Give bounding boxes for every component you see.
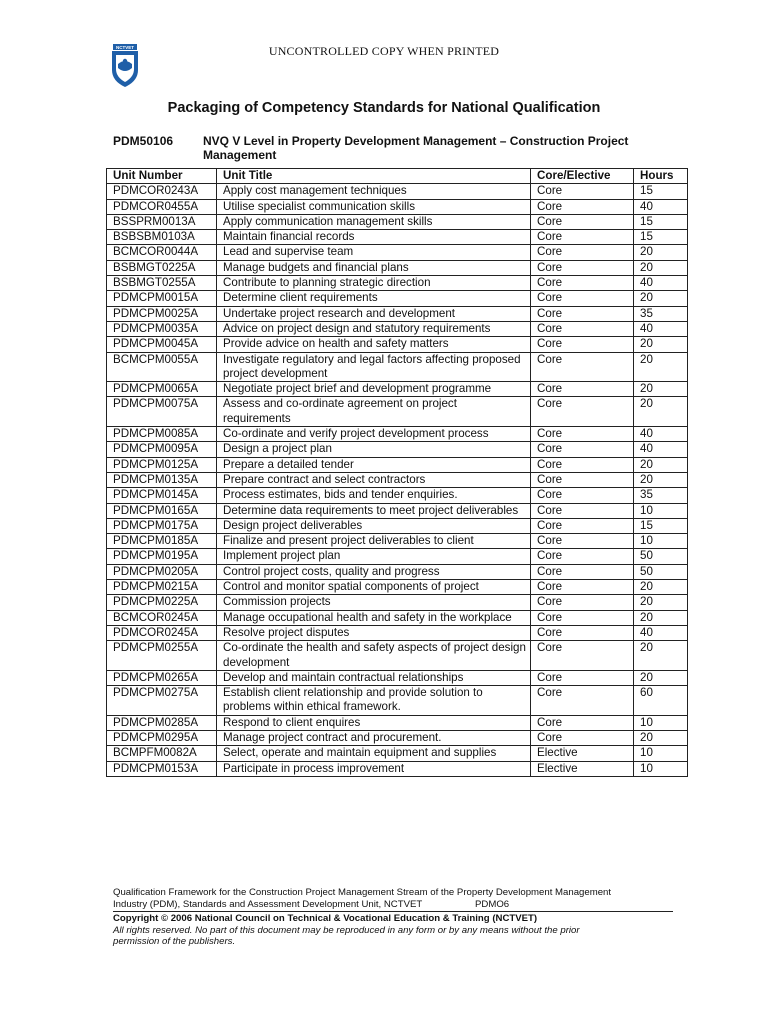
cell-unit-title: Maintain financial records	[217, 230, 531, 245]
cell-hours: 35	[634, 306, 688, 321]
cell-core-elective: Core	[531, 337, 634, 352]
table-row	[107, 427, 688, 442]
header-unit-title: Unit Title	[217, 169, 531, 184]
cell-hours: 40	[634, 442, 688, 457]
cell-unit-title: Utilise specialist communication skills	[217, 199, 531, 214]
table-row	[107, 610, 688, 625]
cell-unit-number: PDMCPM0085A	[107, 427, 217, 442]
cell-core-elective: Core	[531, 503, 634, 518]
table-row	[107, 184, 688, 199]
cell-core-elective: Core	[531, 564, 634, 579]
table-row	[107, 306, 688, 321]
table-row	[107, 595, 688, 610]
table-row	[107, 580, 688, 595]
cell-unit-number: PDMCPM0095A	[107, 442, 217, 457]
table-header-row	[107, 169, 688, 184]
cell-unit-title: Advice on project design and statutory requirements	[217, 321, 531, 336]
cell-unit-title: Finalize and present project deliverables to client	[217, 534, 531, 549]
table-row	[107, 715, 688, 730]
cell-unit-number: PDMCOR0455A	[107, 199, 217, 214]
table-row	[107, 686, 688, 716]
cell-hours: 20	[634, 457, 688, 472]
table-row	[107, 488, 688, 503]
cell-hours: 20	[634, 730, 688, 745]
table-row	[107, 321, 688, 336]
cell-unit-number: PDMCPM0045A	[107, 337, 217, 352]
cell-core-elective: Core	[531, 580, 634, 595]
cell-hours: 15	[634, 518, 688, 533]
cell-core-elective: Core	[531, 427, 634, 442]
cell-core-elective: Core	[531, 549, 634, 564]
cell-unit-title: Apply cost management techniques	[217, 184, 531, 199]
cell-unit-number: BCMCOR0044A	[107, 245, 217, 260]
header-core-elective: Core/Elective	[531, 169, 634, 184]
cell-core-elective: Core	[531, 610, 634, 625]
cell-unit-number: PDMCPM0135A	[107, 472, 217, 487]
cell-unit-number: BCMPFM0082A	[107, 746, 217, 761]
cell-hours: 40	[634, 199, 688, 214]
footer-document-code: PDMO6	[475, 898, 510, 910]
cell-core-elective: Core	[531, 184, 634, 199]
cell-core-elective: Core	[531, 625, 634, 640]
cell-hours: 10	[634, 746, 688, 761]
cell-core-elective: Elective	[531, 761, 634, 776]
table-row	[107, 352, 688, 382]
cell-hours: 20	[634, 352, 688, 382]
cell-core-elective: Core	[531, 670, 634, 685]
cell-hours: 50	[634, 549, 688, 564]
cell-unit-title: Lead and supervise team	[217, 245, 531, 260]
cell-hours: 20	[634, 291, 688, 306]
table-row	[107, 199, 688, 214]
cell-unit-number: PDMCPM0065A	[107, 382, 217, 397]
table-row	[107, 397, 688, 427]
cell-unit-number: PDMCPM0025A	[107, 306, 217, 321]
cell-core-elective: Core	[531, 321, 634, 336]
cell-unit-title: Negotiate project brief and development programme	[217, 382, 531, 397]
table-row	[107, 641, 688, 671]
footer	[113, 887, 673, 948]
units-table	[106, 168, 688, 777]
table-row	[107, 549, 688, 564]
cell-unit-title: Prepare a detailed tender	[217, 457, 531, 472]
cell-unit-title: Manage project contract and procurement.	[217, 730, 531, 745]
table-row	[107, 503, 688, 518]
cell-unit-number: BSBMGT0255A	[107, 276, 217, 291]
units-table-body	[107, 184, 688, 777]
cell-hours: 10	[634, 715, 688, 730]
cell-core-elective: Core	[531, 472, 634, 487]
cell-unit-number: PDMCOR0245A	[107, 625, 217, 640]
cell-unit-title: Co-ordinate the health and safety aspects of project design development	[217, 641, 531, 671]
cell-hours: 20	[634, 472, 688, 487]
cell-hours: 20	[634, 670, 688, 685]
cell-core-elective: Core	[531, 686, 634, 716]
cell-unit-number: PDMCPM0205A	[107, 564, 217, 579]
cell-hours: 40	[634, 321, 688, 336]
cell-core-elective: Core	[531, 306, 634, 321]
cell-hours: 20	[634, 397, 688, 427]
cell-hours: 20	[634, 382, 688, 397]
cell-hours: 20	[634, 595, 688, 610]
cell-unit-title: Establish client relationship and provide solution to problems within ethical framework.	[217, 686, 531, 716]
header-hours: Hours	[634, 169, 688, 184]
table-row	[107, 564, 688, 579]
table-row	[107, 230, 688, 245]
cell-core-elective: Core	[531, 214, 634, 229]
table-row	[107, 746, 688, 761]
cell-unit-number: BSSPRM0013A	[107, 214, 217, 229]
cell-unit-number: BCMCPM0055A	[107, 352, 217, 382]
cell-hours: 15	[634, 214, 688, 229]
cell-hours: 40	[634, 427, 688, 442]
cell-core-elective: Core	[531, 488, 634, 503]
table-row	[107, 761, 688, 776]
cell-core-elective: Core	[531, 382, 634, 397]
cell-core-elective: Core	[531, 276, 634, 291]
table-row	[107, 518, 688, 533]
cell-hours: 20	[634, 260, 688, 275]
cell-core-elective: Core	[531, 291, 634, 306]
cell-unit-title: Resolve project disputes	[217, 625, 531, 640]
cell-core-elective: Core	[531, 715, 634, 730]
footer-divider	[113, 911, 673, 912]
cell-unit-title: Implement project plan	[217, 549, 531, 564]
cell-hours: 10	[634, 503, 688, 518]
cell-hours: 35	[634, 488, 688, 503]
table-row	[107, 472, 688, 487]
table-row	[107, 534, 688, 549]
cell-unit-title: Undertake project research and development	[217, 306, 531, 321]
cell-unit-title: Investigate regulatory and legal factors affecting proposed project development	[217, 352, 531, 382]
cell-hours: 15	[634, 184, 688, 199]
cell-unit-title: Provide advice on health and safety matters	[217, 337, 531, 352]
header-unit-number: Unit Number	[107, 169, 217, 184]
cell-unit-number: PDMCPM0255A	[107, 641, 217, 671]
cell-unit-number: BSBMGT0225A	[107, 260, 217, 275]
cell-unit-number: PDMCPM0275A	[107, 686, 217, 716]
cell-core-elective: Core	[531, 457, 634, 472]
cell-unit-title: Contribute to planning strategic direction	[217, 276, 531, 291]
cell-hours: 10	[634, 761, 688, 776]
cell-unit-number: PDMCPM0285A	[107, 715, 217, 730]
cell-unit-title: Prepare contract and select contractors	[217, 472, 531, 487]
cell-unit-number: PDMCPM0165A	[107, 503, 217, 518]
table-row	[107, 457, 688, 472]
cell-unit-title: Manage budgets and financial plans	[217, 260, 531, 275]
uncontrolled-copy-notice: UNCONTROLLED COPY WHEN PRINTED	[268, 44, 500, 58]
cell-core-elective: Core	[531, 641, 634, 671]
cell-unit-title: Respond to client enquires	[217, 715, 531, 730]
cell-hours: 10	[634, 534, 688, 549]
cell-unit-title: Commission projects	[217, 595, 531, 610]
footer-rights-line-2: permission of the publishers.	[113, 936, 236, 947]
table-row	[107, 291, 688, 306]
cell-unit-number: PDMCPM0035A	[107, 321, 217, 336]
cell-unit-title: Determine client requirements	[217, 291, 531, 306]
cell-unit-title: Assess and co-ordinate agreement on project requirements	[217, 397, 531, 427]
cell-core-elective: Core	[531, 199, 634, 214]
cell-unit-title: Develop and maintain contractual relationships	[217, 670, 531, 685]
cell-core-elective: Core	[531, 442, 634, 457]
cell-unit-number: PDMCPM0145A	[107, 488, 217, 503]
cell-core-elective: Core	[531, 595, 634, 610]
cell-unit-title: Apply communication management skills	[217, 214, 531, 229]
footer-copyright: Copyright © 2006 National Council on Technical & Vocational Education & Training (NCTVET)	[113, 913, 538, 924]
cell-unit-title: Co-ordinate and verify project development process	[217, 427, 531, 442]
cell-unit-number: PDMCPM0015A	[107, 291, 217, 306]
cell-unit-number: PDMCPM0195A	[107, 549, 217, 564]
cell-unit-number: PDMCPM0185A	[107, 534, 217, 549]
footer-rights-line-1: All rights reserved. No part of this document may be reproduced in any form or by any means without the prior	[113, 924, 580, 936]
qualification-title: NVQ V Level in Property Development Management – Construction Project Management	[203, 134, 629, 162]
cell-unit-title: Process estimates, bids and tender enquiries.	[217, 488, 531, 503]
cell-core-elective: Core	[531, 230, 634, 245]
table-row	[107, 625, 688, 640]
table-row	[107, 214, 688, 229]
cell-unit-title: Participate in process improvement	[217, 761, 531, 776]
cell-core-elective: Core	[531, 534, 634, 549]
cell-unit-number: BCMCOR0245A	[107, 610, 217, 625]
cell-unit-title: Design a project plan	[217, 442, 531, 457]
cell-hours: 15	[634, 230, 688, 245]
cell-hours: 50	[634, 564, 688, 579]
footer-framework-line-1: Qualification Framework for the Construction Project Management Stream of the Property Development Management	[113, 887, 612, 898]
cell-unit-number: PDMCPM0075A	[107, 397, 217, 427]
cell-unit-number: PDMCPM0295A	[107, 730, 217, 745]
footer-framework-line-2: Industry (PDM), Standards and Assessment Development Unit, NCTVET	[113, 898, 423, 910]
qualification-code: PDM50106	[113, 134, 174, 148]
table-row	[107, 442, 688, 457]
cell-core-elective: Core	[531, 352, 634, 382]
cell-unit-title: Design project deliverables	[217, 518, 531, 533]
table-row	[107, 730, 688, 745]
cell-unit-number: PDMCPM0225A	[107, 595, 217, 610]
cell-hours: 20	[634, 580, 688, 595]
cell-unit-number: PDMCPM0125A	[107, 457, 217, 472]
cell-unit-number: PDMCPM0265A	[107, 670, 217, 685]
cell-core-elective: Core	[531, 518, 634, 533]
table-row	[107, 260, 688, 275]
cell-hours: 40	[634, 276, 688, 291]
logo-text: NCTVET	[116, 45, 134, 50]
cell-core-elective: Core	[531, 397, 634, 427]
table-row	[107, 337, 688, 352]
cell-unit-number: BSBSBM0103A	[107, 230, 217, 245]
cell-core-elective: Core	[531, 245, 634, 260]
cell-core-elective: Core	[531, 260, 634, 275]
table-row	[107, 670, 688, 685]
cell-hours: 20	[634, 337, 688, 352]
table-row	[107, 382, 688, 397]
cell-core-elective: Core	[531, 730, 634, 745]
cell-hours: 40	[634, 625, 688, 640]
cell-unit-number: PDMCPM0153A	[107, 761, 217, 776]
table-row	[107, 245, 688, 260]
cell-hours: 20	[634, 610, 688, 625]
cell-unit-title: Determine data requirements to meet project deliverables	[217, 503, 531, 518]
cell-hours: 20	[634, 245, 688, 260]
cell-unit-number: PDMCPM0175A	[107, 518, 217, 533]
cell-hours: 60	[634, 686, 688, 716]
page-title: Packaging of Competency Standards for National Qualification	[167, 100, 601, 116]
cell-unit-title: Select, operate and maintain equipment and supplies	[217, 746, 531, 761]
cell-unit-title: Manage occupational health and safety in the workplace	[217, 610, 531, 625]
cell-hours: 20	[634, 641, 688, 671]
cell-core-elective: Elective	[531, 746, 634, 761]
cell-unit-number: PDMCOR0243A	[107, 184, 217, 199]
cell-unit-title: Control project costs, quality and progress	[217, 564, 531, 579]
table-row	[107, 276, 688, 291]
cell-unit-title: Control and monitor spatial components of project	[217, 580, 531, 595]
cell-unit-number: PDMCPM0215A	[107, 580, 217, 595]
